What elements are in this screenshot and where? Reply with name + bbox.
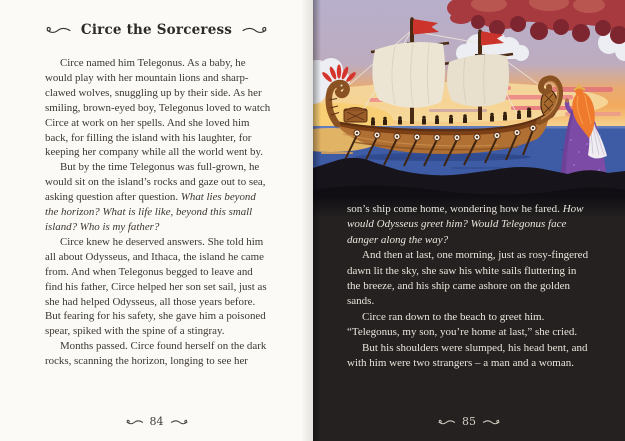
deck-chest [344,108,367,123]
chapter-header [0,22,313,38]
chapter-title: Circe the Sorceress [80,22,233,38]
right-page [313,0,625,441]
flourish-icon [437,418,456,426]
paragraph: son’s ship come home, wondering how he fared. How would Odysseus greet him? Would Telegonus face danger along the way? [347,203,584,246]
flourish-icon [170,418,189,426]
right-folio [313,415,625,428]
left-page-text [45,56,271,369]
page-number: 84 [149,415,164,428]
paragraph: But by the time Telegonus was full-grown, he would sit on the island’s rocks and gaze out to sea, asking question after question. What lies beyond the horizon? What is life like, beyond this small island? Who is my father? [45,161,266,233]
paragraph: And then at last, one morning, just as rosy-fingered dawn lit the sky, she saw his white sails fluttering in the breeze, and his ship came ashore on the golden sands. [347,249,589,308]
flourish-icon [482,418,501,426]
hand [565,98,569,102]
flourish-icon [125,418,144,426]
paragraph: But his shoulders were slumped, his head bent, and with him were two strangers – a man and a woman. [347,341,588,370]
page-number: 85 [462,415,476,428]
flourish-icon [241,25,269,35]
right-page-text [347,202,591,371]
flourish-icon [44,25,72,35]
paragraph: Circe ran down to the beach to greet him. “Telegonus, my son, you’re home at last,” she cried. [347,310,578,339]
left-folio [0,415,313,428]
paragraph: Circe knew he deserved answers. She told him all about Odysseus, and Ithaca, the island he came from. And when Telegonus begged to leave and find his father, Circe helped her son set sail, just as she had helped Odysseus, all those years before. But fearing for his safety, she gave him a poisoned spear, spiked with the spine of a stingray. [45,235,267,338]
paragraph: Circe named him Telegonus. As a baby, he would play with her mountain lions and sharp-clawed wolves, snuggling up by their side. As her smiling, brown-eyed boy, Telegonus loved to watch Circe at work on her spells. And she loved him back, for filling the island with his laughter, for keeping her company while all the world went by. [45,57,271,159]
paragraph: Months passed. Circe found herself on the dark rocks, scanning the horizon, longing to see her [45,340,267,368]
ship-illustration [313,0,625,218]
